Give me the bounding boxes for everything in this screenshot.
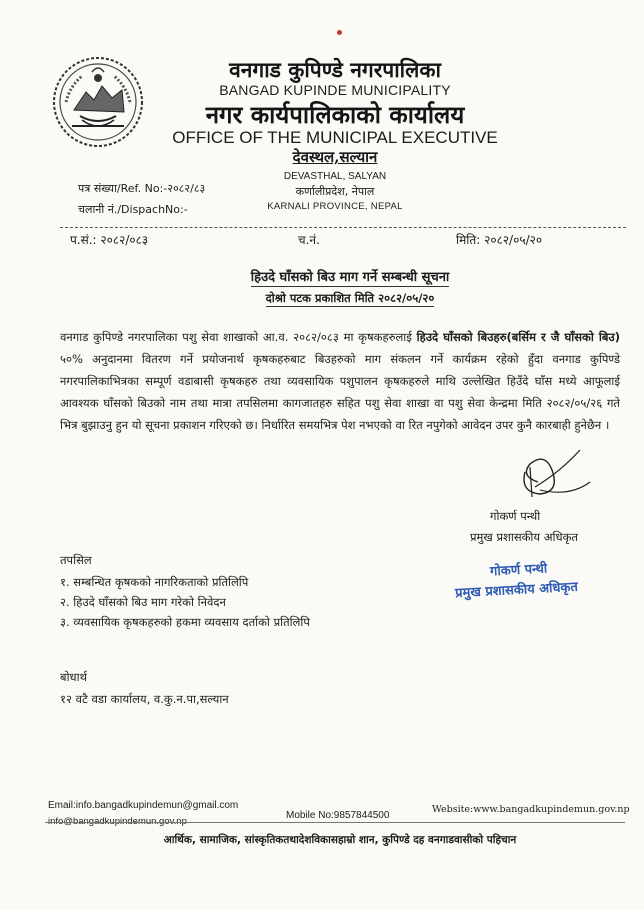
notice-body [60, 326, 620, 436]
province-np: कर्णालीप्रदेश, नेपाल [295, 185, 375, 198]
footer-email-2: info@bangadkupindemun.gov.np [48, 816, 187, 827]
footer-website: Website:www.bangadkupindemun.gov.np [432, 804, 630, 815]
body-text-2: ५०% अनुदानमा वितरण गर्ने प्रयोजनार्थ कृषकहरुबाट बिउहरुको माग संकलन गर्ने कार्यक्रम रहेको हुँदा वनगाड कुपिण्डे नगरपालिकाभित्रका सम्पूर्ण वडाबासी कृषकहरु तथा व्यवसायिक पशुपालन कृषकहरुले माथि उल्लेखित हिउँदे घाँस मध्ये आफूलाई आवश्यक घाँसको बिउको नाम तथा मात्रा तपसिलमा कागजातहरु सहित पशु सेवा शाखा वा पशु सेवा केन्द्रमा मिति २०८२/०५/२६ गते भित्र बुझाउनु हुन यो सूचना प्रकाशन गरिएको छ। निर्धारित समयभित्र पेश नभएको वा रित नपुगेको आवेदन उपर कुनै कारबाही हुनेछैन । [60, 352, 620, 432]
office-name-np: नगर कार्यपालिकाको कार्यालय [205, 100, 465, 129]
province-en: KARNALI PROVINCE, NEPAL [267, 201, 403, 212]
chalani-number: च.नं. [298, 233, 320, 247]
footer-divider [45, 822, 625, 823]
tapasil-heading: तपसिल [60, 553, 92, 567]
body-text-1: वनगाड कुपिण्डे नगरपालिका पशु सेवा शाखाको आ.व. २०८२/०८३ मा कृषकहरुलाई [60, 330, 417, 344]
list-item: २. हिउदे घाँसको बिउ माग गरेको निवेदन [60, 595, 226, 609]
notice-subtitle: दोश्रो पटक प्रकाशित मिति २०८२/०५/२० [265, 291, 435, 305]
list-item: १. सम्बन्धित कृषकको नागरिकताको प्रतिलिपि [60, 575, 249, 589]
office-name-en: OFFICE OF THE MUNICIPAL EXECUTIVE [172, 128, 498, 147]
footer-email-1: Email:info.bangadkupindemun@gmail.com [48, 800, 239, 811]
dispatch-number: चलानी नं./DispachNo:- [78, 203, 188, 216]
stamp-name: गोकर्ण पन्थी [489, 561, 548, 580]
footer-tagline: आर्थिक, सामाजिक, सांस्कृतिकतथादेशविकासहाम्रो शान, कुपिण्डे दह वनगाडवासीको पहिचान [163, 834, 517, 846]
municipality-name-en: BANGAD KUPINDE MUNICIPALITY [219, 82, 451, 98]
signature-mark [490, 442, 600, 514]
stamp-title: प्रमुख प्रशासकीय अधिकृत [454, 579, 579, 602]
signatory-title: प्रमुख प्रशासकीय अधिकृत [470, 530, 578, 544]
letter-date: मिति: २०८२/०५/२० [456, 233, 543, 247]
bodhartha-line: १२ वटै वडा कार्यालय, व.कु.न.पा,सल्यान [60, 692, 229, 706]
signatory-name: गोकर्ण पन्थी [490, 509, 541, 523]
nepal-emblem-icon [52, 56, 144, 148]
red-dot-mark [337, 30, 342, 35]
fiscal-year: प.सं.: २०८२/०८३ [70, 233, 149, 247]
place-np: देवस्थल,सल्यान [292, 148, 378, 166]
bodhartha-heading: बोधार्थ [60, 670, 87, 684]
top-divider [60, 227, 626, 228]
list-item: ३. व्यवसायिक कृषकहरुको हकमा व्यवसाय दर्ताको प्रतिलिपि [60, 615, 310, 629]
place-en: DEVASTHAL, SALYAN [283, 171, 387, 182]
municipality-name-np: वनगाड कुपिण्डे नगरपालिका [229, 57, 441, 82]
notice-title: हिउदे घाँसको बिउ माग गर्ने सम्बन्धी सूचना [250, 270, 450, 285]
ref-number: पत्र संख्या/Ref. No:-२०८२/८३ [78, 182, 206, 195]
footer-mobile: Mobile No:9857844500 [286, 810, 390, 821]
body-highlight: हिउदे घाँसको बिउहरु(बर्सिम र जै घाँसको बिउ) [416, 330, 620, 344]
